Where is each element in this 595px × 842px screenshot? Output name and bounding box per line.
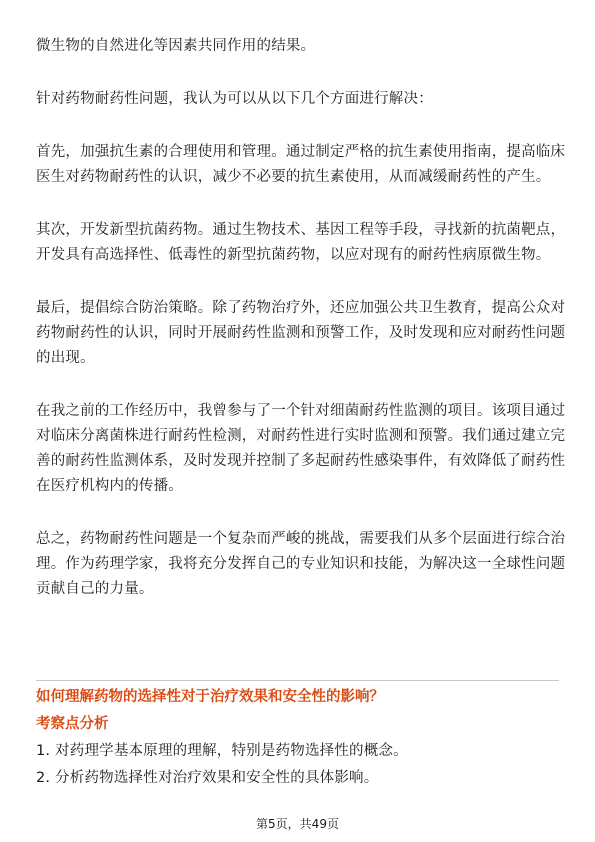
section-divider — [36, 680, 559, 681]
paragraph: 首先，加强抗生素的合理使用和管理。通过制定严格的抗生素使用指南，提高临床医生对药物耐药性的认识，减少不必要的抗生素使用，从而减缓耐药性的产生。 — [36, 144, 566, 185]
analysis-point: 1. 对药理学基本原理的理解，特别是药物选择性的概念。 — [36, 743, 408, 759]
paragraph: 在我之前的工作经历中，我曾参与了一个针对细菌耐药性监测的项目。该项目通过对临床分离菌株进行耐药性检测，对耐药性进行实时监测和预警。我们通过建立完善的耐药性监测体系，及时发现并控制了多起耐药性感染事件，有效降低了耐药性在医疗机构内的传播。 — [36, 403, 566, 494]
analysis-title: 考察点分析 — [36, 716, 109, 732]
paragraph: 其次，开发新型抗菌药物。通过生物技术、基因工程等手段，寻找新的抗菌靶点，开发具有高选择性、低毒性的新型抗菌药物，以应对现有的耐药性病原微生物。 — [36, 222, 566, 263]
paragraph: 微生物的自然进化等因素共同作用的结果。 — [36, 38, 316, 54]
paragraph: 总之，药物耐药性问题是一个复杂而严峻的挑战，需要我们从多个层面进行综合治理。作为药理学家，我将充分发挥自己的专业知识和技能，为解决这一全球性问题贡献自己的力量。 — [36, 531, 566, 597]
paragraph: 针对药物耐药性问题，我认为可以从以下几个方面进行解决： — [36, 91, 433, 107]
paragraph: 最后，提倡综合防治策略。除了药物治疗外，还应加强公共卫生教育，提高公众对药物耐药性的认识，同时开展耐药性监测和预警工作，及时发现和应对耐药性问题的出现。 — [36, 300, 566, 366]
body-text — [36, 34, 566, 602]
analysis-point: 2. 分析药物选择性对治疗效果和安全性的具体影响。 — [36, 770, 379, 786]
question-heading: 如何理解药物的选择性对于治疗效果和安全性的影响？ — [36, 689, 384, 705]
page-number: 第5页，共49页 — [256, 817, 339, 831]
